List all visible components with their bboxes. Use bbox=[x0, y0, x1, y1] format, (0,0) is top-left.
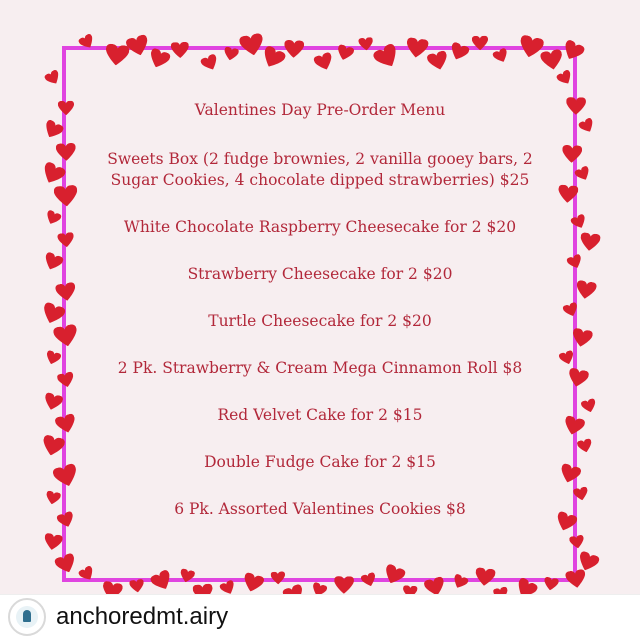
heart-icon bbox=[474, 567, 496, 587]
heart-icon bbox=[54, 552, 79, 576]
menu-item-white-chocolate-raspberry: White Chocolate Raspberry Cheesecake for 2 $20 bbox=[123, 218, 517, 236]
heart-icon bbox=[569, 534, 585, 549]
heart-icon bbox=[540, 49, 565, 72]
heart-icon bbox=[284, 40, 305, 59]
heart-icon bbox=[200, 53, 221, 73]
heart-icon bbox=[313, 51, 335, 72]
heart-icon bbox=[42, 251, 65, 273]
menu-card bbox=[70, 100, 570, 546]
repost-footer bbox=[0, 594, 640, 641]
heart-icon bbox=[239, 33, 266, 58]
menu-item-red-velvet-cake: Red Velvet Cake for 2 $15 bbox=[217, 406, 423, 424]
heart-icon bbox=[271, 571, 286, 584]
menu-item-cinnamon-roll: 2 Pk. Strawberry & Cream Mega Cinnamon Roll $8 bbox=[117, 359, 523, 377]
anchor-shape bbox=[23, 610, 31, 622]
menu-item-double-fudge-cake: Double Fudge Cake for 2 $15 bbox=[204, 453, 436, 471]
heart-icon bbox=[426, 50, 450, 72]
account-handle[interactable]: anchoredmt.airy bbox=[56, 603, 229, 630]
heart-icon bbox=[44, 69, 63, 87]
heart-icon bbox=[129, 579, 145, 594]
heart-icon bbox=[241, 572, 265, 595]
heart-icon bbox=[43, 533, 64, 552]
heart-icon bbox=[543, 576, 559, 591]
heart-icon bbox=[104, 43, 130, 66]
heart-icon bbox=[576, 438, 593, 454]
menu-item-turtle-cheesecake: Turtle Cheesecake for 2 $20 bbox=[208, 312, 432, 330]
menu-item-strawberry-cheesecake: Strawberry Cheesecake for 2 $20 bbox=[187, 265, 453, 283]
heart-icon bbox=[381, 563, 406, 587]
heart-icon bbox=[147, 47, 172, 71]
heart-icon bbox=[556, 69, 575, 87]
menu-item-valentines-cookies: 6 Pk. Assorted Valentines Cookies $8 bbox=[174, 500, 466, 518]
heart-icon bbox=[448, 41, 471, 63]
heart-icon bbox=[44, 350, 62, 367]
heart-icon bbox=[451, 573, 470, 591]
heart-icon bbox=[45, 490, 62, 506]
heart-icon bbox=[578, 117, 597, 135]
avatar[interactable] bbox=[8, 598, 46, 636]
heart-icon bbox=[44, 209, 62, 227]
heart-icon bbox=[580, 398, 597, 414]
heart-icon bbox=[565, 569, 587, 589]
heart-icon bbox=[42, 392, 64, 412]
menu-item-sweets-box: Sweets Box (2 fudge brownies, 2 vanilla gooey bars, 2 Sugar Cookies, 4 chocolate dipped strawberries) $25 bbox=[107, 150, 533, 189]
heart-icon bbox=[171, 42, 190, 59]
heart-icon bbox=[579, 232, 601, 252]
menu-title: Valentines Day Pre-Order Menu bbox=[194, 101, 446, 119]
heart-icon bbox=[575, 280, 597, 300]
